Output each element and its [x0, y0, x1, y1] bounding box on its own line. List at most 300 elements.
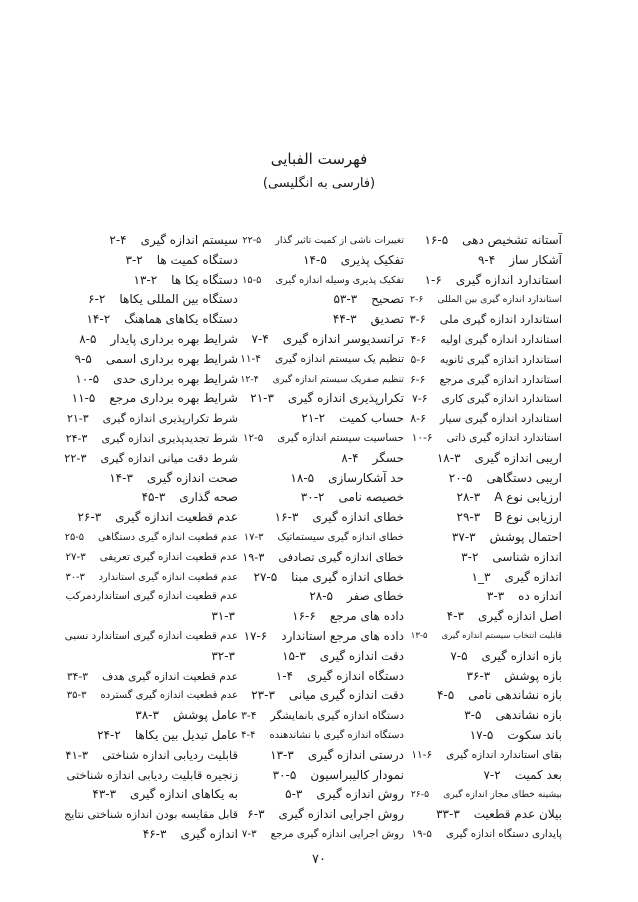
- index-term: تفکیک پذیری وسیله اندازه گیری: [275, 274, 404, 286]
- index-term: شرایط بهره برداری پایدار: [110, 331, 238, 346]
- index-entry: [64, 785, 238, 805]
- index-term: پایداری دستگاه اندازه گیری: [445, 827, 562, 840]
- index-entry-content: [64, 449, 238, 469]
- index-entry: [64, 627, 238, 647]
- index-entry: [240, 290, 404, 310]
- index-term: تکرارپذیری اندازه گیری: [287, 391, 404, 406]
- index-ref: ۱۷-۵: [469, 727, 494, 742]
- index-entry: [240, 271, 404, 291]
- index-ref: ۲۷-۵: [253, 569, 278, 584]
- index-entry-content: [88, 290, 238, 310]
- index-ref: ۱۸-۳: [436, 450, 461, 465]
- index-entry-content: [86, 310, 238, 330]
- index-ref: ۲۴-۲: [97, 727, 121, 742]
- index-entry: [240, 726, 404, 746]
- index-entry-content: [461, 548, 562, 568]
- index-term: دستگاه بین المللی یکاها: [119, 292, 238, 307]
- index-ref: ۱-۴: [275, 668, 294, 683]
- index-ref: ۱۷-۶: [243, 628, 268, 643]
- index-entry-content: [242, 548, 404, 568]
- index-entry: [240, 409, 404, 429]
- index-term: حساسیت سیستم اندازه گیری: [277, 431, 404, 444]
- index-entry: [64, 231, 238, 251]
- index-term: حسگر: [372, 450, 404, 465]
- index-entry: [64, 330, 238, 350]
- index-term: شرایط بهره برداری حدی: [113, 371, 238, 386]
- index-ref: ۲۱-۲: [301, 411, 326, 426]
- index-ref: ۲۷-۳: [65, 550, 86, 563]
- index-entry-content: [65, 568, 238, 588]
- index-ref: ۱۷-۳: [243, 531, 264, 543]
- index-entry: [410, 706, 562, 726]
- index-term: عدم قطعیت اندازه گیری هدف: [102, 669, 238, 683]
- index-entry: [64, 271, 238, 291]
- index-entry-content: [487, 587, 562, 607]
- index-ref: ۱۴-۳: [109, 470, 133, 485]
- index-term: شرایط بهره برداری مرجع: [109, 391, 238, 406]
- index-entry: [240, 508, 404, 528]
- index-entry-content: [250, 389, 404, 409]
- index-entry: [410, 429, 562, 449]
- index-entry: [410, 449, 562, 469]
- index-term: استاندارد اندازه گیری بین المللی: [437, 294, 562, 306]
- index-term: بعد کمیت: [514, 767, 562, 782]
- index-term: شرایط بهره برداری اسمی: [105, 351, 238, 366]
- index-term: استاندارد اندازه گیری مرجع: [439, 372, 562, 386]
- index-entry: [64, 469, 238, 489]
- index-entry-content: [273, 766, 404, 786]
- index-term: خطای اندازه گیری سیستماتیک: [277, 531, 404, 543]
- index-ref: ۶-۶: [410, 372, 426, 386]
- index-ref: ۴-۶: [410, 332, 427, 346]
- index-term: تنظیم صفریک سیستم اندازه گیری: [272, 373, 404, 385]
- index-ref: ۳۳-۳: [436, 807, 460, 822]
- index-entry: [240, 251, 404, 271]
- index-term: اریبی اندازه گیری: [474, 450, 562, 465]
- index-entry-content: [244, 627, 404, 647]
- index-entry: [64, 370, 238, 390]
- index-term: عدم قطعیت اندازه گیری استاندارد: [98, 571, 238, 583]
- index-ref: ۱-۶: [424, 272, 442, 287]
- index-term: بقای استاندارد اندازه گیری: [446, 748, 562, 761]
- index-entry-content: [425, 271, 562, 291]
- index-term: عدم قطعیت اندازه گیری دستگاهی: [98, 531, 238, 543]
- index-entry: [240, 488, 404, 508]
- index-ref: ۲-۶: [410, 294, 424, 306]
- index-entry: [410, 805, 562, 825]
- index-term: بیشینه خطای مجاز اندازه گیری: [443, 789, 562, 801]
- index-entry-content: [241, 706, 404, 726]
- index-entry: [410, 548, 562, 568]
- index-entry: [410, 785, 562, 805]
- index-term: استاندارد اندازه گیری: [455, 272, 562, 287]
- index-entry-content: [457, 508, 563, 528]
- index-entry: [410, 469, 562, 489]
- index-term: باند سکوت: [507, 727, 562, 742]
- index-entry: [64, 310, 238, 330]
- index-ref: ۳-۲: [461, 549, 479, 564]
- index-entry: [64, 667, 238, 687]
- index-ref: ۳۴-۳: [66, 669, 89, 683]
- index-entry: [240, 469, 404, 489]
- index-term: بازه نشاندهی: [495, 708, 562, 723]
- index-ref: ۵-۶: [410, 352, 426, 366]
- index-term: ارزیابی نوع A: [494, 490, 562, 505]
- index-term: دستگاه یکاهای هماهنگ: [124, 312, 238, 327]
- index-term: تغییرات ناشی از کمیت تاثیر گذار: [275, 235, 404, 246]
- index-entry-content: [424, 231, 562, 251]
- index-entry-content: [66, 429, 238, 449]
- index-entry: [410, 825, 562, 845]
- index-entry-content: [65, 528, 238, 548]
- index-term: عدم قطعیت اندازه گیری: [115, 510, 238, 525]
- index-ref: ۳-۳: [486, 589, 505, 604]
- index-term: بازه پوشش: [504, 668, 562, 683]
- index-entry: [410, 330, 562, 350]
- index-entry-content: [67, 686, 238, 706]
- index-entry-content: [447, 607, 562, 627]
- index-term: اندازه گیری: [504, 569, 562, 584]
- index-ref: ۱۰-۵: [75, 371, 100, 386]
- index-ref: ۳۶-۳: [466, 668, 491, 683]
- index-ref: ۱۸-۵: [290, 470, 315, 485]
- index-entry-content: [292, 607, 404, 627]
- index-term: بازه نشاندهی نامی: [468, 688, 562, 703]
- index-entry: [240, 647, 404, 667]
- index-ref: ۲۳-۳: [251, 688, 275, 703]
- index-entry: [64, 488, 238, 508]
- index-entry-content: [97, 726, 238, 746]
- index-entry: [64, 508, 238, 528]
- index-entry: [410, 508, 562, 528]
- index-entry: [64, 766, 238, 786]
- index-ref: ۴-۳: [446, 609, 465, 624]
- index-entry-content: [333, 290, 404, 310]
- index-entry: [240, 528, 404, 548]
- index-entry: [240, 310, 404, 330]
- index-entry: [410, 726, 562, 746]
- index-entry: [410, 627, 562, 647]
- index-ref: ۴۴-۳: [332, 312, 357, 327]
- index-entry-continuation: [64, 647, 238, 667]
- index-entry: [410, 528, 562, 548]
- index-term: دستگاه اندازه گیری بانمایشگر: [270, 709, 404, 723]
- index-term: قابلیت ردیابی اندازه شناختی: [102, 747, 238, 762]
- index-entry-content: [436, 805, 562, 825]
- index-entry-content: [276, 667, 404, 687]
- page-subtitle: (فارسی به انگلیسی): [262, 176, 376, 191]
- index-term: دقت اندازه گیری: [319, 648, 404, 663]
- index-entry-content: [457, 488, 562, 508]
- index-ref: ۸-۴: [341, 450, 359, 465]
- index-entry-content: [79, 330, 238, 350]
- index-entry: [410, 766, 562, 786]
- index-entry-content: [467, 667, 562, 687]
- index-entry: [64, 706, 238, 726]
- index-entry-content: [65, 627, 238, 647]
- index-term: ترانسدیوسر اندازه گیری: [282, 331, 404, 346]
- index-term: اریبی دستگاهی: [486, 470, 562, 485]
- index-ref: ۶-۲: [88, 292, 106, 307]
- index-entry-content: [244, 528, 404, 548]
- index-entry-content: [143, 825, 238, 845]
- index-ref: ۴۳-۳: [92, 787, 117, 802]
- index-term: بیلان عدم قطعیت: [473, 807, 562, 822]
- index-entry: [64, 389, 238, 409]
- index-ref: ۵۳-۳: [333, 292, 358, 307]
- index-entry-content: [449, 469, 562, 489]
- page-number: ۷۰: [312, 852, 326, 867]
- index-ref: ۷-۳: [241, 827, 257, 840]
- index-ref: ۱۴-۵: [303, 252, 327, 267]
- index-ref: ۱۲-۵: [243, 431, 264, 444]
- index-entry-content: [64, 805, 238, 825]
- index-entry: [64, 825, 238, 845]
- index-entry: [64, 409, 238, 429]
- index-entry-content: [252, 330, 404, 350]
- index-entry: [240, 785, 404, 805]
- index-ref: ۷-۲: [483, 767, 501, 782]
- index-ref: ۱۵-۳: [282, 648, 306, 663]
- index-ref: ۱۲-۴: [240, 373, 259, 385]
- index-term: دستگاه کمیت ها: [156, 252, 238, 267]
- index-entry-content: [410, 310, 562, 330]
- index-ref: ۴۶-۳: [142, 826, 167, 841]
- index-ref: ۳-۴: [241, 709, 257, 723]
- index-entry: [410, 647, 562, 667]
- index-ref: ۱۴-۲: [86, 312, 111, 327]
- index-entry-content: [411, 785, 562, 805]
- index-term: تصدیق: [370, 312, 404, 327]
- index-term: داده های مرجع: [329, 609, 404, 624]
- index-term: روش اجرایی اندازه گیری: [278, 807, 404, 822]
- index-term: استاندارد اندازه گیری اولیه: [440, 332, 562, 346]
- index-term: بازه اندازه گیری: [481, 648, 562, 663]
- index-entry: [410, 310, 562, 330]
- index-entry: [64, 726, 238, 746]
- index-entry-content: [437, 686, 562, 706]
- page-title: فهرست الفبایی: [270, 150, 368, 168]
- index-ref: ۳۰-۵: [272, 767, 297, 782]
- index-ref: ۲۶-۳: [77, 510, 102, 525]
- index-ref: ۱۶-۶: [292, 609, 316, 624]
- index-column-middle: [240, 231, 404, 845]
- index-column-right: [410, 231, 562, 845]
- index-entry: [240, 686, 404, 706]
- index-entry: [410, 370, 562, 390]
- index-term: استاندارد اندازه گیری سیار: [440, 412, 562, 426]
- index-entry: [64, 746, 238, 766]
- index-entry-content: [109, 469, 238, 489]
- index-term: روش اجرایی اندازه گیری مرجع: [270, 827, 404, 840]
- index-entry: [240, 429, 404, 449]
- index-entry-content: [211, 647, 238, 667]
- index-term: عدم قطعیت اندازه گیری استانداردمرکب: [65, 590, 238, 603]
- index-entry-content: [333, 310, 404, 330]
- index-entry-content: [211, 607, 238, 627]
- index-ref: ۱۳-۳: [270, 747, 294, 762]
- index-entry-content: [92, 785, 238, 805]
- index-ref: ۱۵-۵: [242, 274, 262, 286]
- index-entry: [240, 370, 404, 390]
- index-entry-content: [478, 251, 562, 271]
- index-entry-continuation: [64, 607, 238, 627]
- index-entry-content: [242, 271, 404, 291]
- index-entry-content: [270, 746, 404, 766]
- index-term: دستگاه اندازه گیری: [307, 668, 404, 683]
- index-entry-content: [450, 647, 562, 667]
- index-ref: ۳۲-۳: [211, 648, 235, 663]
- index-entry-content: [410, 290, 562, 310]
- index-term: دستگاه اندازه گیری با نشاندهنده: [269, 729, 404, 741]
- index-entry: [240, 706, 404, 726]
- index-term: خطای اندازه گیری مبنا: [291, 569, 404, 584]
- index-entry-content: [301, 488, 404, 508]
- index-term: خصیصه نامی: [338, 490, 404, 505]
- index-term: به یکاهای اندازه گیری: [130, 787, 238, 802]
- index-entry-content: [437, 449, 562, 469]
- index-entry: [240, 548, 404, 568]
- index-entry-content: [282, 647, 404, 667]
- index-term: زنجیره قابلیت ردیابی اندازه شناختی: [66, 767, 238, 782]
- index-entry-content: [66, 766, 238, 786]
- index-term: سیستم اندازه گیری: [140, 233, 238, 247]
- index-term: تفکیک پذیری: [340, 252, 404, 267]
- index-ref: ۲۶-۵: [410, 789, 430, 801]
- index-term: درستی اندازه گیری: [307, 747, 404, 762]
- index-entry-content: [251, 686, 404, 706]
- index-term: عامل تبدیل بین یکاها: [134, 727, 238, 742]
- index-entry: [64, 805, 238, 825]
- index-entry-content: [72, 389, 238, 409]
- index-entry-content: [142, 488, 238, 508]
- index-entry-content: [66, 548, 238, 568]
- index-entry-content: [275, 508, 404, 528]
- index-ref: ۷-۵: [450, 648, 468, 663]
- index-ref: ۲۱-۳: [250, 391, 274, 406]
- index-ref: ۷-۶: [412, 392, 428, 406]
- index-entry: [240, 766, 404, 786]
- index-term: اندازه شناسی: [492, 549, 562, 564]
- index-entry-content: [77, 508, 238, 528]
- index-ref: ۲۸-۵: [309, 589, 333, 604]
- index-entry: [410, 667, 562, 687]
- index-term: آشکار ساز: [509, 252, 562, 267]
- index-term: قابل مقایسه بودن اندازه شناختی نتایج: [64, 808, 238, 822]
- index-entry-content: [412, 429, 562, 449]
- index-term: حساب کمیت: [339, 411, 404, 426]
- index-entry-content: [254, 568, 405, 588]
- index-term: تصحیح: [371, 292, 404, 307]
- index-entry-content: [483, 766, 562, 786]
- index-term: اندازه گیری: [180, 826, 238, 841]
- index-entry-content: [410, 330, 562, 350]
- index-ref: ۹-۴: [477, 252, 496, 267]
- index-entry-content: [247, 805, 404, 825]
- index-entry-content: [135, 706, 238, 726]
- index-ref: ۱۶-۳: [274, 510, 299, 525]
- index-entry-content: [241, 726, 404, 746]
- index-entry: [240, 330, 404, 350]
- index-entry-content: [452, 528, 562, 548]
- index-entry: [410, 251, 562, 271]
- index-entry: [410, 746, 562, 766]
- index-entry: [410, 587, 562, 607]
- index-ref: ۳۵-۳: [66, 690, 87, 702]
- index-entry-content: [410, 409, 562, 429]
- index-entry: [240, 389, 404, 409]
- index-entry: [64, 429, 238, 449]
- index-entry-content: [412, 825, 562, 845]
- index-term: دستگاه یکا ها: [171, 272, 238, 287]
- index-term: شرط تجدیدپذیری اندازه گیری: [101, 431, 238, 445]
- index-term: عدم قطعیت اندازه گیری استاندارد نسبی: [64, 629, 238, 642]
- index-ref: ۱۳-۲: [133, 272, 158, 287]
- index-term: استاندارد اندازه گیری ذاتی: [446, 431, 562, 444]
- index-term: عامل پوشش: [172, 708, 238, 723]
- index-entry: [240, 667, 404, 687]
- index-entry: [410, 350, 562, 370]
- index-ref: ۳۱-۳: [211, 609, 235, 624]
- index-ref: ۹-۵: [74, 351, 92, 366]
- index-entry: [240, 746, 404, 766]
- index-entry: [240, 607, 404, 627]
- index-term: عدم قطعیت اندازه گیری تعریفی: [99, 550, 238, 563]
- index-entry: [64, 350, 238, 370]
- index-ref: ۵-۳: [285, 787, 303, 802]
- index-ref: ۴-۴: [241, 729, 256, 741]
- index-term: قابلیت انتخاب سیستم اندازه گیری: [441, 630, 562, 641]
- index-entry-content: [243, 429, 404, 449]
- index-ref: ۱۶-۵: [424, 233, 449, 247]
- index-ref: ۲۵-۵: [64, 531, 84, 543]
- index-entry: [240, 587, 404, 607]
- index-term: روش اندازه گیری: [316, 787, 404, 802]
- index-ref: ۱۹-۵: [411, 827, 432, 840]
- index-term: استاندارد اندازه گیری ملی: [439, 313, 562, 327]
- index-entry-content: [301, 409, 404, 429]
- index-ref: ۷-۴: [251, 331, 269, 346]
- index-entry: [64, 587, 238, 607]
- index-ref: ۱۰-۶: [411, 431, 433, 444]
- index-column-left: [64, 231, 238, 845]
- index-ref: ۲۹-۳: [456, 510, 481, 525]
- index-entry-content: [242, 231, 404, 251]
- index-term: ارزیابی نوع B: [494, 510, 562, 525]
- index-entry-content: [240, 370, 404, 390]
- index-ref: ۲۲-۳: [64, 451, 87, 465]
- index-entry: [410, 607, 562, 627]
- index-entry: [410, 409, 562, 429]
- index-ref: ۳۷-۳: [451, 529, 476, 544]
- index-term: اندازه ده: [518, 589, 562, 604]
- index-term: عدم قطعیت اندازه گیری گسترده: [100, 690, 238, 702]
- index-ref: ۳-۲: [125, 252, 143, 267]
- index-term: صحت اندازه گیری: [146, 470, 238, 485]
- index-ref: ۳۸-۳: [135, 708, 159, 723]
- index-ref: ۶-۳: [247, 807, 265, 822]
- index-ref: ۳۰-۳: [65, 571, 85, 583]
- index-entry-content: [240, 350, 404, 370]
- index-ref: ۲۲-۵: [242, 235, 262, 246]
- index-ref: ۲۸-۳: [456, 490, 481, 505]
- index-entry: [240, 805, 404, 825]
- index-term: استاندارد اندازه گیری کاری: [441, 392, 562, 406]
- index-entry: [410, 488, 562, 508]
- index-ref: ۳-۶: [409, 313, 426, 327]
- index-entry: [410, 686, 562, 706]
- index-entry: [240, 825, 404, 845]
